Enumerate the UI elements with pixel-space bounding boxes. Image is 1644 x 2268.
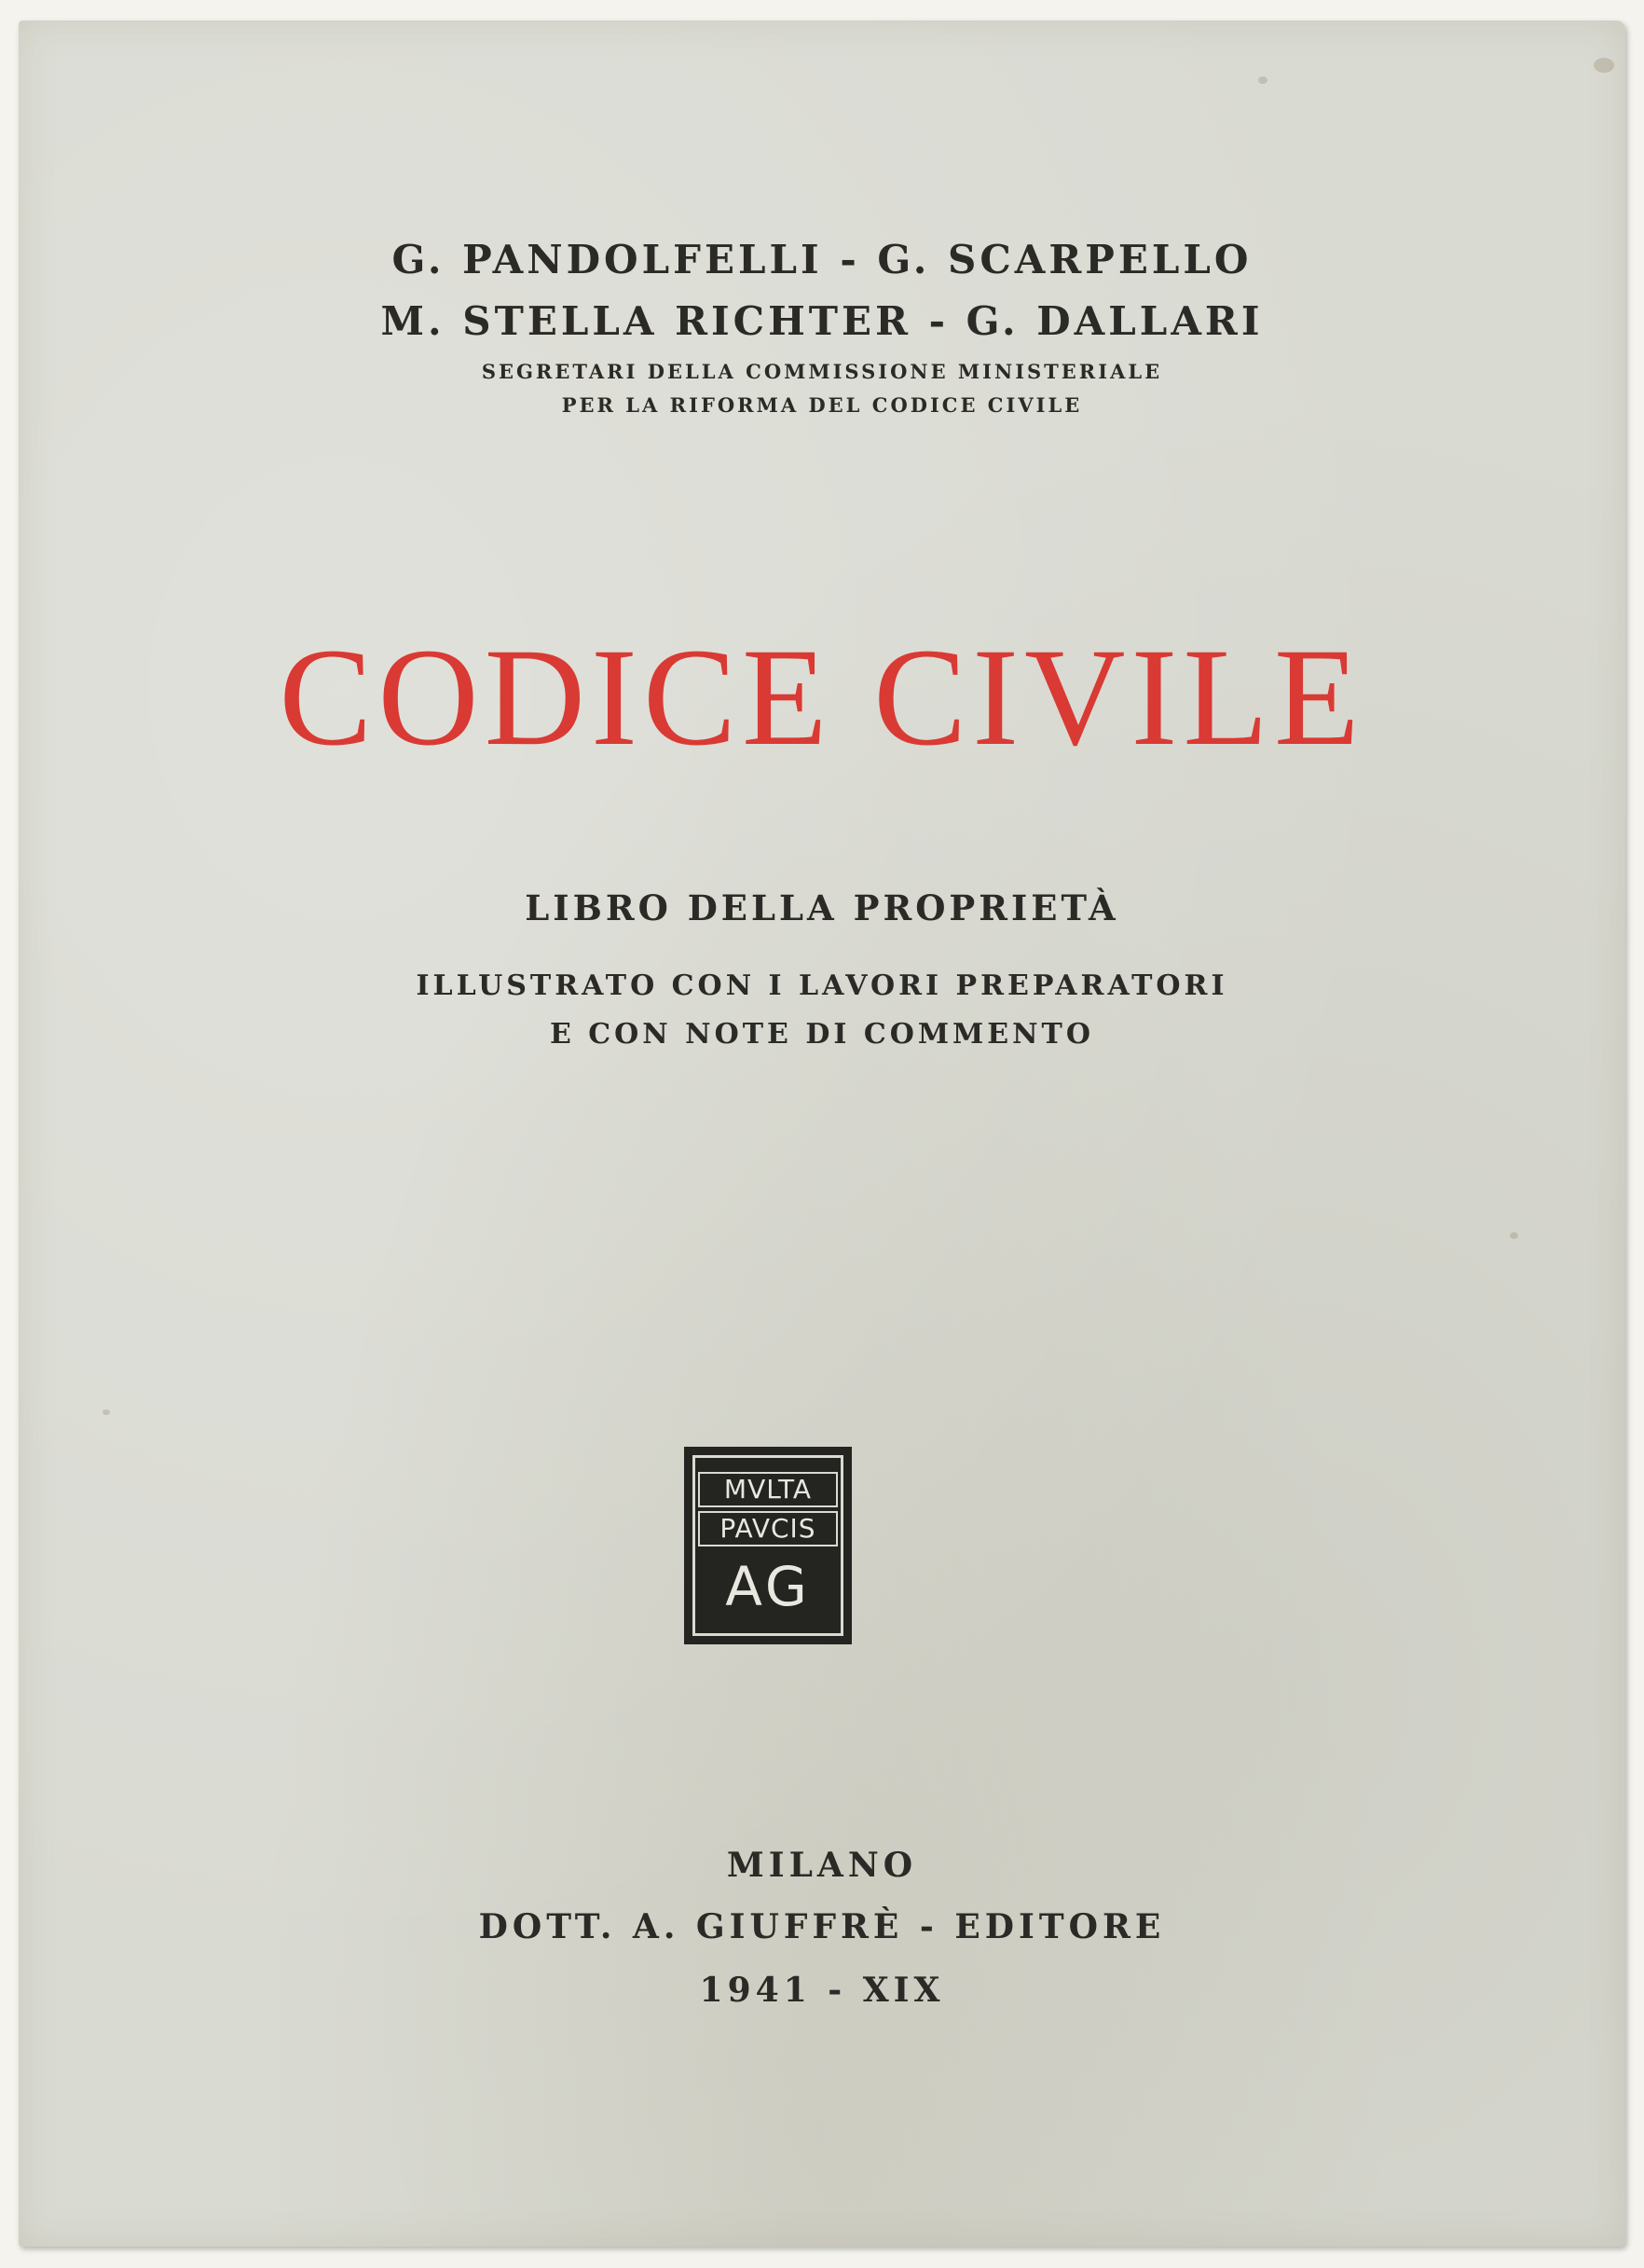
book-cover (19, 21, 1625, 2247)
authors-line-1: G. PANDOLFELLI - G. SCARPELLO (391, 237, 1253, 282)
paper-stain (1594, 58, 1614, 73)
book-subtitle: LIBRO DELLA PROPRIETÀ (525, 887, 1119, 928)
description-line-2: E CON NOTE DI COMMENTO (549, 1018, 1095, 1051)
description-line-1: ILLUSTRATO CON I LAVORI PREPARATORI (416, 969, 1228, 1002)
publication-year: 1941 - XIX (699, 1971, 945, 2010)
secretary-line-1: SEGRETARI DELLA COMMISSIONE MINISTERIALE (481, 360, 1163, 383)
publisher-logo (684, 1447, 852, 1644)
secretary-line-2: PER LA RIFORMA DEL CODICE CIVILE (561, 393, 1083, 417)
publication-city: MILANO (726, 1846, 918, 1885)
logo-initials: AG (725, 1555, 811, 1618)
publisher-name: DOTT. A. GIUFFRÈ - EDITORE (478, 1907, 1166, 1946)
paper-stain (103, 1409, 110, 1415)
book-title: CODICE CIVILE (279, 620, 1365, 775)
logo-word-paucis: PAVCIS (698, 1511, 838, 1546)
authors-line-2: M. STELLA RICHTER - G. DALLARI (380, 298, 1264, 344)
logo-word-multa: MVLTA (698, 1472, 838, 1507)
paper-stain (1258, 76, 1267, 84)
paper-stain (1510, 1232, 1518, 1239)
